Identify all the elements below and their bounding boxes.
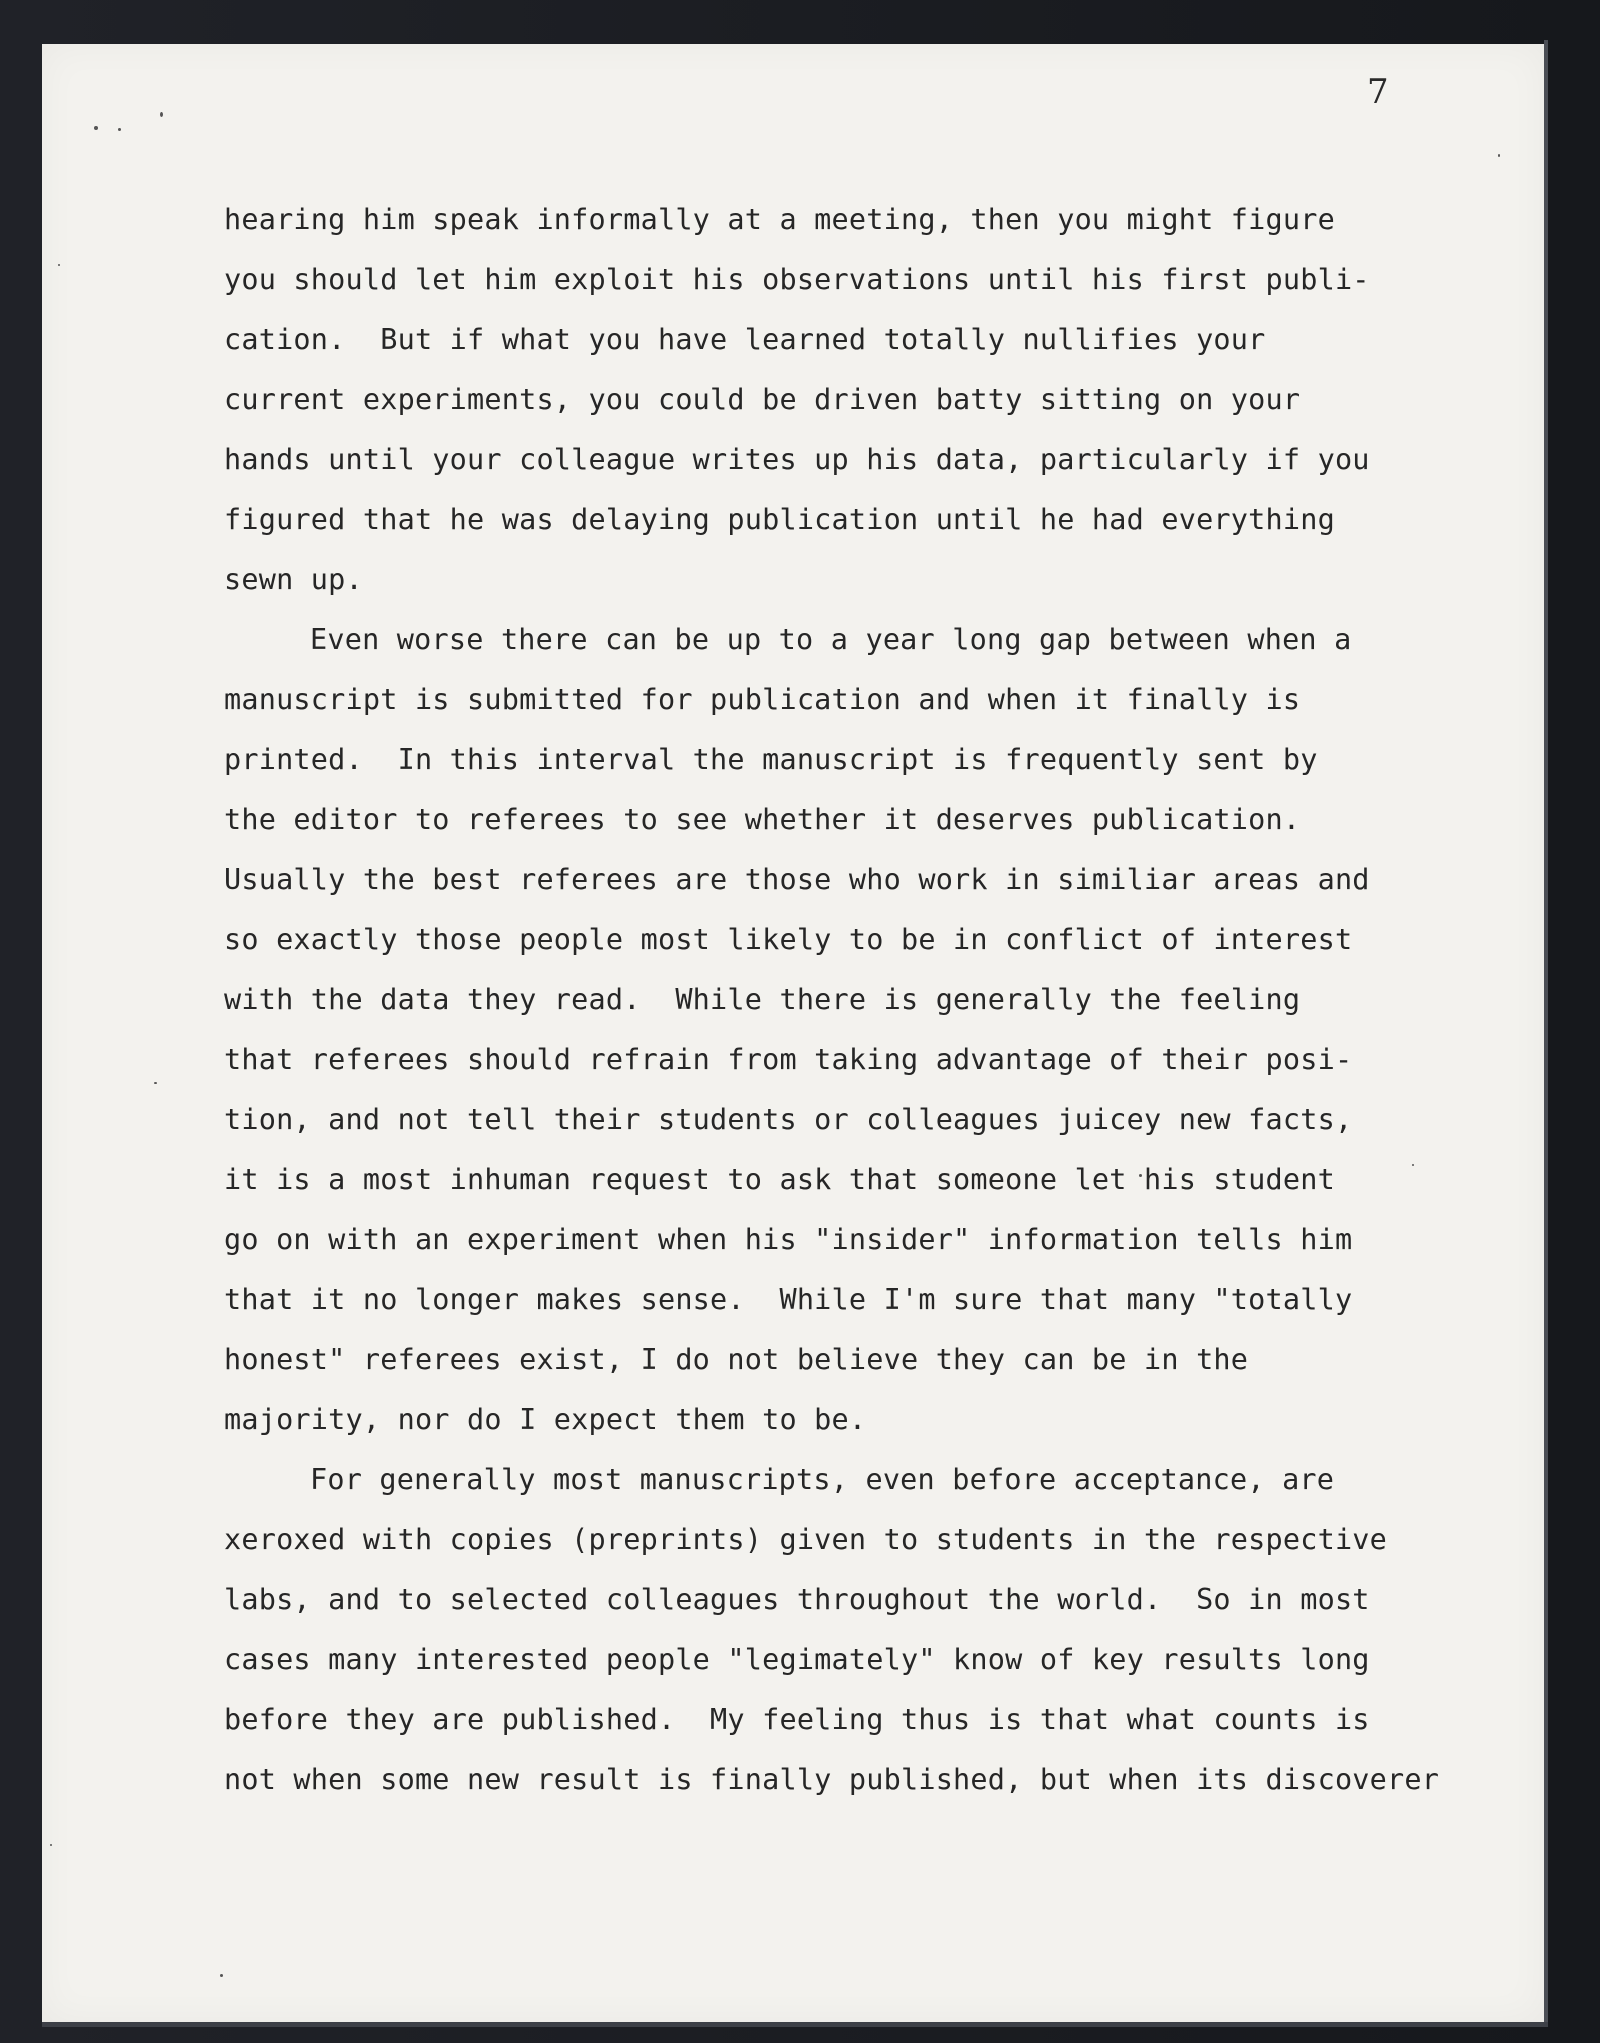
text-line: labs, and to selected colleagues throughout the world. So in most xyxy=(224,1583,1370,1616)
text-line: hearing him speak informally at a meeting, then you might figure xyxy=(224,203,1335,236)
text-line: majority, nor do I expect them to be. xyxy=(224,1403,867,1436)
paragraph-start-line: For generally most manuscripts, even before acceptance, are xyxy=(310,1463,1335,1496)
text-line: Usually the best referees are those who work in similiar areas and xyxy=(224,863,1370,896)
text-line: go on with an experiment when his "insider" information tells him xyxy=(224,1223,1353,1256)
text-line: cases many interested people "legimately" know of key results long xyxy=(224,1643,1370,1676)
page-number: 7 xyxy=(1367,72,1389,112)
paper-speck xyxy=(1498,154,1500,157)
paper-speck xyxy=(220,1974,223,1977)
text-line: not when some new result is finally published, but when its discoverer xyxy=(224,1763,1440,1796)
page-edge-right xyxy=(1544,40,1548,2026)
paper-speck xyxy=(58,264,60,266)
text-line: printed. In this interval the manuscript is frequently sent by xyxy=(224,743,1318,776)
text-line: manuscript is submitted for publication and when it finally is xyxy=(224,683,1301,716)
text-line: honest" referees exist, I do not believe they can be in the xyxy=(224,1343,1249,1376)
paper-speck xyxy=(94,126,98,130)
body-text xyxy=(224,190,1524,1810)
text-line: cation. But if what you have learned totally nullifies your xyxy=(224,323,1266,356)
text-line: xeroxed with copies (preprints) given to students in the respective xyxy=(224,1523,1388,1556)
paragraph-start-line: Even worse there can be up to a year long gap between when a xyxy=(310,623,1352,656)
text-line: figured that he was delaying publication until he had everything xyxy=(224,503,1335,536)
page-edge-bottom xyxy=(42,2022,1548,2027)
paper-speck xyxy=(118,128,121,131)
text-line: sewn up. xyxy=(224,563,363,596)
text-line: you should let him exploit his observations until his first publi- xyxy=(224,263,1370,296)
paper-speck xyxy=(50,1844,52,1846)
text-line: hands until your colleague writes up his data, particularly if you xyxy=(224,443,1370,476)
text-line: current experiments, you could be driven batty sitting on your xyxy=(224,383,1301,416)
text-line: it is a most inhuman request to ask that someone let his student xyxy=(224,1163,1335,1196)
text-line: before they are published. My feeling thus is that what counts is xyxy=(224,1703,1370,1736)
paper-speck xyxy=(160,112,163,117)
text-line: tion, and not tell their students or colleagues juicey new facts, xyxy=(224,1103,1353,1136)
text-line: with the data they read. While there is generally the feeling xyxy=(224,983,1301,1016)
text-line: that it no longer makes sense. While I'm sure that many "totally xyxy=(224,1283,1353,1316)
paper-speck xyxy=(154,1082,157,1084)
text-line: so exactly those people most likely to be in conflict of interest xyxy=(224,923,1353,956)
text-line: the editor to referees to see whether it deserves publication. xyxy=(224,803,1301,836)
text-line: that referees should refrain from taking advantage of their posi- xyxy=(224,1043,1353,1076)
